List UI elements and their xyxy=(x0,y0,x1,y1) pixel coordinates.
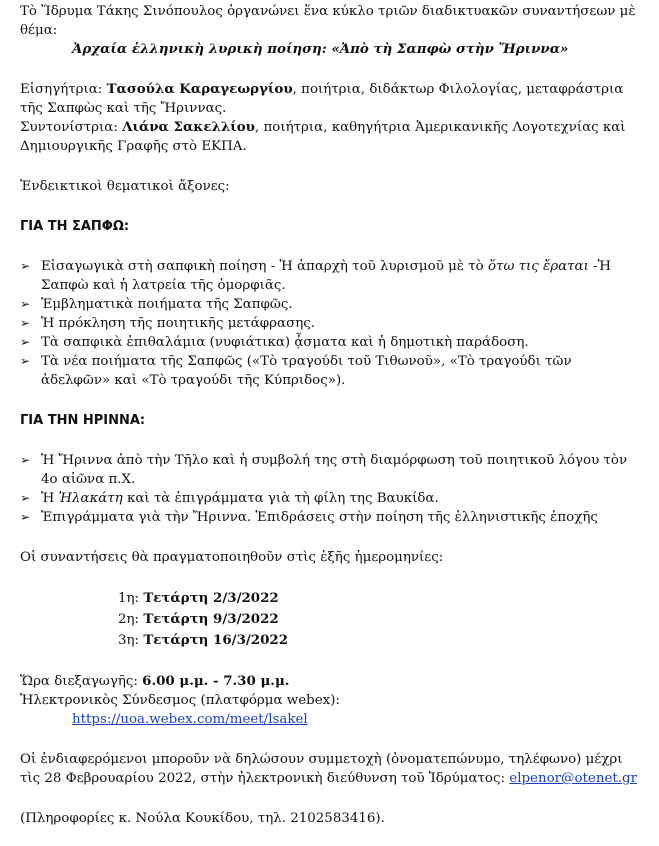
presenter-name: Τασούλα Καραγεωργίου xyxy=(106,81,293,97)
meeting-date: 2η: Τετάρτη 9/3/2022 xyxy=(118,611,279,627)
coordinator-label: Συντονίστρια: xyxy=(20,120,123,135)
meeting-date: 3η: Τετάρτη 16/3/2022 xyxy=(118,632,289,648)
connection-label: Ἠλεκτρονικὸς Σύνδεσμος (πλατφόρμα webex): xyxy=(20,693,340,708)
registration-line: Οἱ ἐνδιαφερόμενοι μποροῦν νὰ δηλώσουν συμμετοχὴ (ὀνοματεπώνυμο, τηλέφωνο) μέχρι xyxy=(20,752,623,767)
list-item-continuation: Σαπφὼ καὶ ἡ λατρεία τῆς ὁμορφιᾶς. xyxy=(41,278,286,293)
coordinator-name: Λιάνα Σακελλίου xyxy=(122,119,255,135)
list-item: ➢ Ἡ Ἠλακάτη καὶ τὰ ἐπιγράμματα γιὰ τὴ φίλη της Βαυκίδα. xyxy=(20,491,439,506)
arrow-bullet-icon: ➢ xyxy=(20,510,31,524)
thematic-axes-intro: Ἐνδεικτικοὶ θεματικοὶ ἄξονες: xyxy=(20,179,230,194)
coordinator-description-cont: Δημιουργικῆς Γραφῆς στὸ ΕΚΠΑ. xyxy=(20,139,247,154)
arrow-bullet-icon: ➢ xyxy=(20,453,31,467)
event-title: Ἀρχαία ἑλληνικὴ λυρικὴ ποίηση: «Ἀπὸ τὴ Σαπφὼ στὴν Ἤριννα» xyxy=(72,41,569,57)
intro-line: θέμα: xyxy=(20,23,58,38)
presenter-description: , ποιήτρια, διδάκτωρ Φιλολογίας, μεταφράστρια xyxy=(292,82,624,97)
webex-link[interactable]: https://uoa.webex.com/meet/lsakel xyxy=(72,712,308,727)
arrow-bullet-icon: ➢ xyxy=(20,316,31,330)
list-item: ➢ Ἐμβληματικὰ ποιήματα τῆς Σαπφῶς. xyxy=(20,297,293,312)
list-item: ➢ Ἡ Ἤριννα ἀπὸ τὴν Τῆλο καὶ ἡ συμβολή της στὴ διαμόρφωση τοῦ ποιητικοῦ λόγου τὸν xyxy=(20,453,628,468)
time-label: Ὥρα διεξαγωγῆς: xyxy=(20,674,143,689)
erinna-topic-list xyxy=(20,451,640,527)
list-item: ➢ Ἡ πρόκληση τῆς ποιητικῆς μετάφρασης. xyxy=(20,316,316,331)
erinna-heading: ΓΙΑ ΤΗΝ ΗΡΙΝΝΑ: xyxy=(20,413,146,428)
coordinator-line xyxy=(20,118,640,137)
list-item-continuation: 4ο αἰῶνα π.Χ. xyxy=(41,472,136,487)
registration-line: τὶς 28 Φεβρουαρίου 2022, στὴν ἠλεκτρονικὴ διεύθυνση τοῦ Ἱδρύματος: elpenor@otenet.gr xyxy=(20,771,637,786)
meeting-date: 1η: Τετάρτη 2/3/2022 xyxy=(118,590,279,606)
list-item: ➢ Ἐπιγράμματα γιὰ τὴν Ἤριννα. Ἐπιδράσεις στὴν ποίηση τῆς ἑλληνιστικῆς ἐποχῆς xyxy=(20,510,598,525)
arrow-bullet-icon: ➢ xyxy=(20,335,31,349)
presenter-line xyxy=(20,80,640,99)
presenter-description-cont: τῆς Σαπφὼς καὶ τῆς Ἤριννας. xyxy=(20,101,227,116)
coordinator-description: , ποιήτρια, καθηγήτρια Ἀμερικανικῆς Λογοτεχνίας καὶ xyxy=(254,120,626,135)
sappho-heading: ΓΙΑ ΤΗ ΣΑΠΦΩ: xyxy=(20,219,130,234)
email-link[interactable]: elpenor@otenet.gr xyxy=(509,771,637,786)
sappho-topic-list xyxy=(20,257,640,390)
info-line: (Πληροφορίες κ. Νούλα Κουκίδου, τηλ. 2102583416). xyxy=(20,811,385,826)
list-item: ➢ Εἰσαγωγικὰ στὴ σαπφικὴ ποίηση - Ἡ ἀπαρχὴ τοῦ λυρισμοῦ μὲ τὸ ὅτω τις ἔραται -Ἡ xyxy=(20,259,611,274)
connection-link-line xyxy=(20,710,640,729)
list-item-continuation: ἀδελφῶν» καὶ «Τὸ τραγούδι τῆς Κύπριδος»). xyxy=(41,373,346,388)
time-line xyxy=(20,672,640,691)
list-item: ➢ Τὰ σαπφικὰ ἐπιθαλάμια (νυφιάτικα) ᾆσματα καὶ ἡ δημοτικὴ παράδοση. xyxy=(20,335,529,350)
list-item: ➢ Τὰ νέα ποιήματα τῆς Σαπφῶς («Τὸ τραγούδι τοῦ Τιθωνοῦ», «Τὸ τραγούδι τῶν xyxy=(20,354,572,369)
dates-intro: Οἱ συναντήσεις θὰ πραγματοποιηθοῦν στὶς ἑξῆς ἡμερομηνίες: xyxy=(20,550,444,565)
meeting-dates xyxy=(20,588,640,651)
presenter-label: Εἰσηγήτρια: xyxy=(20,82,107,97)
time-value: 6.00 μ.μ. - 7.30 μ.μ. xyxy=(142,673,290,689)
arrow-bullet-icon: ➢ xyxy=(20,259,31,273)
arrow-bullet-icon: ➢ xyxy=(20,491,31,505)
document-page xyxy=(20,2,640,828)
arrow-bullet-icon: ➢ xyxy=(20,354,31,368)
intro-line: Τὸ Ἵδρυμα Τάκης Σινόπουλος ὀργανώνει ἕνα κύκλο τριῶν διαδικτυακῶν συναντήσεων μὲ xyxy=(20,4,636,19)
arrow-bullet-icon: ➢ xyxy=(20,297,31,311)
